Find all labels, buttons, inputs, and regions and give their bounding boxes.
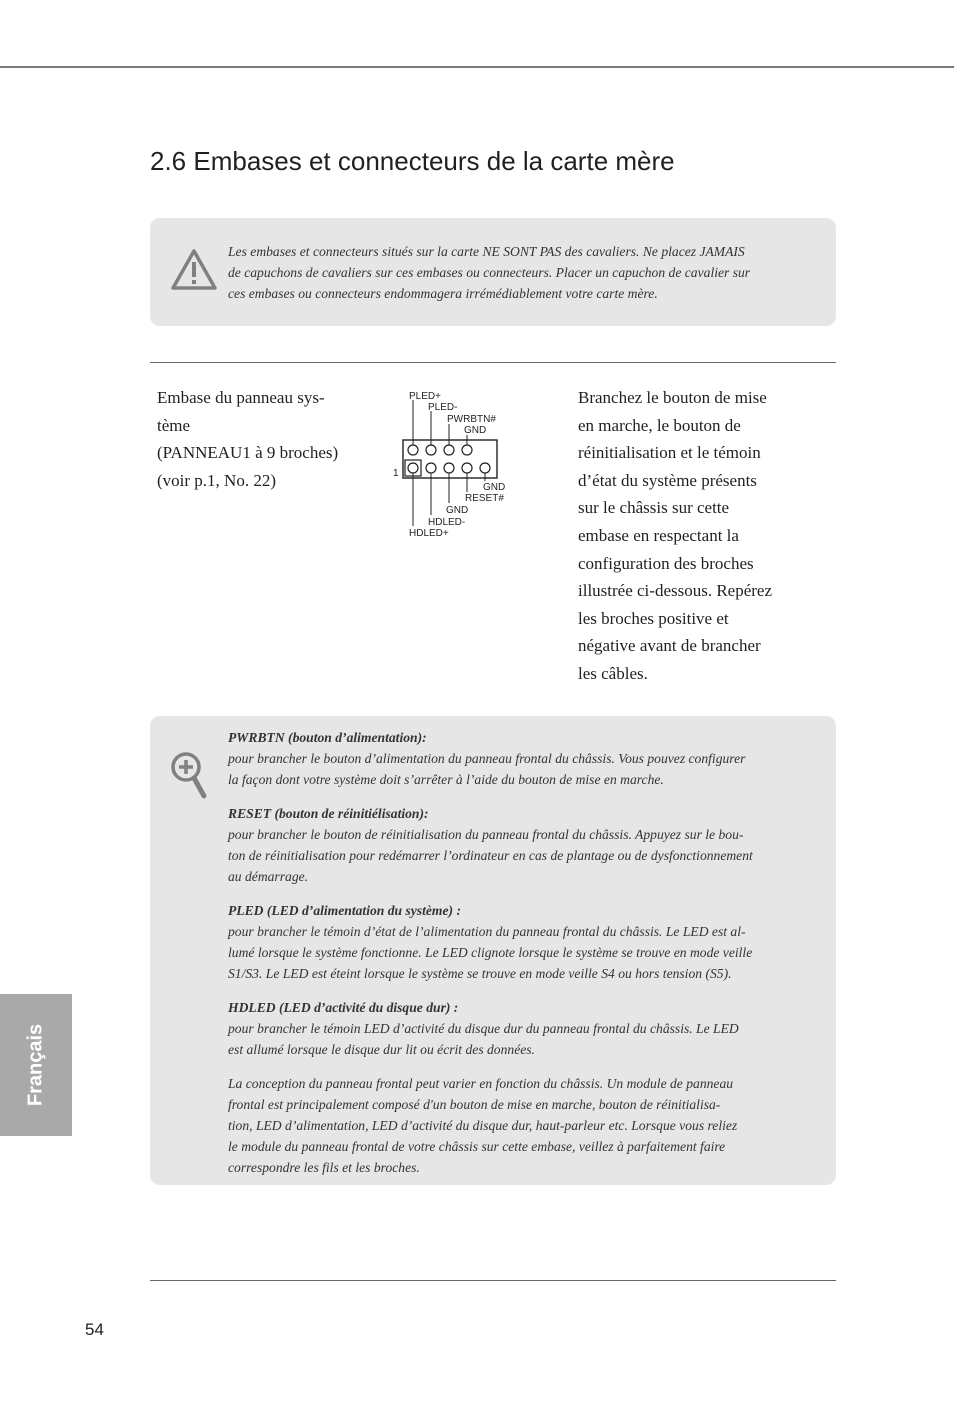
pin-label-pwrbtn: PWRBTN#	[447, 414, 496, 425]
instruction-line: négative avant de brancher	[578, 636, 761, 656]
note-box	[150, 716, 836, 1185]
instruction-line: réinitialisation et le témoin	[578, 443, 761, 463]
header-description-line: (voir p.1, No. 22)	[157, 470, 276, 490]
note-line: au démarrage.	[228, 869, 309, 884]
note-line: lumé lorsque le système fonctionne. Le LED clignote lorsque le système se trouve en mode veille	[228, 945, 753, 960]
instruction-line: illustrée ci-dessous. Repérez	[578, 581, 773, 601]
magnifier-plus-icon	[170, 750, 210, 800]
page-number: 54	[85, 1320, 104, 1339]
pin	[444, 445, 454, 455]
instruction-line: embase en respectant la	[578, 525, 739, 545]
warning-triangle-icon	[170, 248, 218, 292]
note-heading: PLED (LED d’alimentation du système) :	[228, 903, 461, 918]
note-line: ton de réinitialisation pour redémarrer l’ordinateur en cas de plantage ou de dysfonctionnement	[228, 848, 753, 863]
instruction-line: les broches positive et	[578, 608, 729, 628]
pin-label-gnd-bottom-right: GND	[483, 482, 506, 493]
language-side-tab-label: Français	[24, 1023, 47, 1107]
note-content	[228, 727, 788, 1191]
section-title: 2.6 Embases et connecteurs de la carte mère	[150, 146, 675, 176]
pin	[408, 463, 418, 473]
note-line: pour brancher le bouton d’alimentation du panneau frontal du châssis. Vous pouvez configurer	[228, 751, 746, 766]
note-line: la façon dont votre système doit s’arrêter à l’aide du bouton de mise en marche.	[228, 772, 664, 787]
note-line: le module du panneau frontal de votre châssis sur cette embase, veillez à parfaitement faire	[228, 1139, 726, 1154]
note-line: frontal est principalement composé d'un bouton de mise en marche, bouton de réinitialisa-	[228, 1097, 721, 1112]
pin	[480, 463, 490, 473]
note-item-pwrbtn	[228, 727, 788, 790]
pin-label-reset: RESET#	[465, 493, 504, 504]
header-description-line: tème	[157, 415, 191, 435]
note-line: pour brancher le bouton de réinitialisation du panneau frontal du châssis. Appuyez sur le bou-	[228, 827, 744, 842]
pin1-label: 1	[393, 468, 399, 479]
note-heading: PWRBTN (bouton d’alimentation):	[228, 730, 427, 745]
section-divider	[150, 362, 836, 363]
header-instructions	[578, 384, 793, 688]
pin	[408, 445, 418, 455]
instruction-line: sur le châssis sur cette	[578, 498, 730, 518]
pin	[426, 445, 436, 455]
instruction-line: configuration des broches	[578, 553, 754, 573]
note-line: S1/S3. Le LED est éteint lorsque le système se trouve en mode veille S4 ou hors tension (S5).	[228, 966, 732, 981]
caution-line: de capuchons de cavaliers sur ces embases ou connecteurs. Placer un capuchon de cavalier sur	[228, 265, 751, 280]
instruction-line: en marche, le bouton de	[578, 415, 741, 435]
caution-line: ces embases ou connecteurs endommagera irrémédiablement votre carte mère.	[228, 286, 658, 301]
caution-box	[150, 218, 836, 326]
note-line: est allumé lorsque le disque dur lit ou écrit des données.	[228, 1042, 535, 1057]
instruction-line: d’état du système présents	[578, 470, 757, 490]
pin	[462, 445, 472, 455]
caution-text	[228, 241, 788, 304]
caution-line: Les embases et connecteurs situés sur la carte NE SONT PAS des cavaliers. Ne placez JAMAIS	[228, 244, 745, 259]
header-description-line: (PANNEAU1 à 9 broches)	[157, 443, 339, 463]
note-line: pour brancher le témoin d’état de l’alimentation du panneau frontal du châssis. Le LED est al-	[228, 924, 746, 939]
instruction-line: Branchez le bouton de mise	[578, 388, 767, 407]
note-item-hdled	[228, 997, 788, 1060]
pin-label-gnd-bottom: GND	[446, 505, 469, 516]
pin-label-hdled-plus: HDLED+	[409, 528, 449, 539]
pin	[444, 463, 454, 473]
footer-divider	[150, 1280, 836, 1281]
top-rule	[0, 66, 954, 68]
pin	[426, 463, 436, 473]
pin-label-gnd-top: GND	[464, 425, 487, 436]
note-item-general	[228, 1073, 788, 1178]
pin-label-pled-minus: PLED-	[428, 402, 458, 413]
header-description	[157, 384, 367, 494]
header-description-line: Embase du panneau sys-	[157, 388, 325, 407]
pin-label-pled-plus: PLED+	[409, 391, 441, 402]
note-line: La conception du panneau frontal peut varier en fonction du châssis. Un module de panneau	[228, 1076, 734, 1091]
pin	[462, 463, 472, 473]
note-line: tion, LED d’alimentation, LED d’activité du disque dur, haut-parleur etc. Lorsque vous reliez	[228, 1118, 738, 1133]
pin-label-hdled-minus: HDLED-	[428, 517, 466, 528]
instruction-line: les câbles.	[578, 663, 648, 683]
language-side-tab	[0, 994, 72, 1136]
note-heading: HDLED (LED d’activité du disque dur) :	[228, 1000, 459, 1015]
note-line: correspondre les fils et les broches.	[228, 1160, 420, 1175]
note-line: pour brancher le témoin LED d’activité du disque dur du panneau frontal du châssis. Le LED	[228, 1021, 739, 1036]
note-item-reset	[228, 803, 788, 887]
panel-header-pinout-diagram	[388, 386, 523, 541]
note-heading: RESET (bouton de réinitiélisation):	[228, 806, 429, 821]
note-item-pled	[228, 900, 788, 984]
